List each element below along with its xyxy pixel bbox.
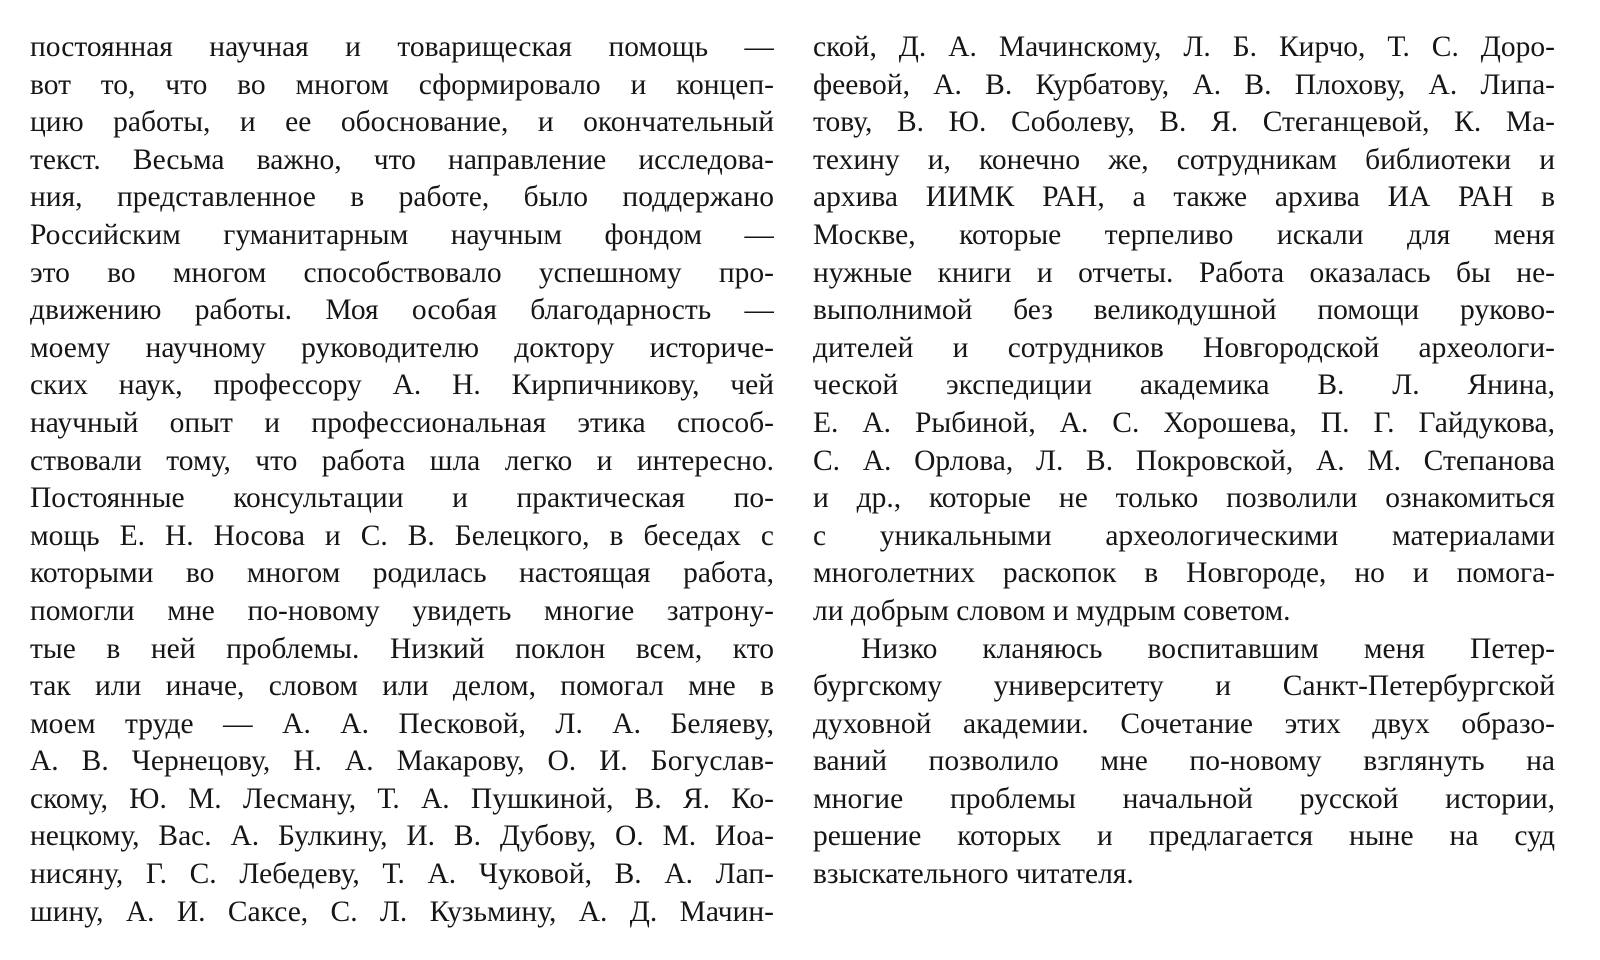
left-text-column: [30, 29, 774, 931]
text-line: нецкому, Вас. А. Булкину, И. В. Дубову, О. М. Иоа-: [30, 820, 774, 853]
text-line: нисяну, Г. С. Лебедеву, Т. А. Чуковой, В. А. Лап-: [30, 858, 774, 891]
text-line: взыскательного читателя.: [813, 858, 1134, 891]
text-line: нужные книги и отчеты. Работа оказалась бы не-: [813, 256, 1555, 289]
text-line: техину и, конечно же, сотрудникам библиотеки и: [813, 143, 1555, 176]
text-line: это во многом способствовало успешному про-: [30, 256, 774, 289]
text-line: решение которых и предлагается ныне на суд: [813, 820, 1555, 853]
text-line: моему научному руководителю доктору историче-: [30, 331, 774, 364]
text-line: Российским гуманитарным научным фондом —: [30, 218, 774, 251]
text-line: постоянная научная и товарищеская помощь —: [30, 31, 774, 63]
text-line: дителей и сотрудников Новгородской археологи-: [813, 331, 1555, 364]
text-line: духовной академии. Сочетание этих двух образо-: [813, 707, 1555, 740]
text-line: тые в ней проблемы. Низкий поклон всем, кто: [30, 632, 774, 665]
text-line: ли добрым словом и мудрым советом.: [813, 594, 1291, 627]
text-line: ской, Д. А. Мачинскому, Л. Б. Кирчо, Т. С. Доро-: [813, 31, 1555, 63]
text-line: моем труде — А. А. Песковой, Л. А. Беляеву,: [30, 707, 774, 740]
text-line: мощь Е. Н. Носова и С. В. Белецкого, в беседах с: [30, 519, 774, 552]
text-line: и др., которые не только позволили ознакомиться: [813, 482, 1555, 515]
text-line: С. А. Орлова, Л. В. Покровской, А. М. Степанова: [813, 444, 1555, 477]
text-line: ческой экспедиции академика В. Л. Янина,: [813, 369, 1555, 402]
text-line: вот то, что во многом сформировало и концеп-: [30, 68, 774, 101]
text-line: феевой, А. В. Курбатову, А. В. Плохову, А. Липа-: [813, 68, 1555, 101]
text-line: выполнимой без великодушной помощи руково-: [813, 294, 1555, 327]
text-line: шину, А. И. Саксе, С. Л. Кузьмину, А. Д. Мачин-: [30, 895, 774, 928]
text-line: многие проблемы начальной русской истории,: [813, 782, 1555, 815]
text-line: ских наук, профессору А. Н. Кирпичникову, чей: [30, 369, 774, 402]
text-line: тову, В. Ю. Соболеву, В. Я. Стеганцевой, К. Ма-: [813, 106, 1555, 139]
text-line: бургскому университету и Санкт-Петербургской: [813, 670, 1555, 703]
text-line: цию работы, и ее обоснование, и окончательный: [30, 106, 774, 139]
text-line: текст. Весьма важно, что направление исследова-: [30, 143, 774, 176]
text-line: Постоянные консультации и практическая по-: [30, 482, 774, 515]
text-line: Низко кланяюсь воспитавшим меня Петер-: [861, 632, 1555, 665]
text-line: скому, Ю. М. Лесману, Т. А. Пушкиной, В. Я. Ко-: [30, 782, 774, 815]
text-line: ния, представленное в работе, было поддержано: [30, 181, 774, 214]
text-line: помогли мне по-новому увидеть многие затрону-: [30, 594, 774, 627]
text-line: архива ИИМК РАН, а также архива ИА РАН в: [813, 181, 1555, 214]
text-line: Е. А. Рыбиной, А. С. Хорошева, П. Г. Гайдукова,: [813, 406, 1555, 439]
right-text-column: [813, 29, 1555, 894]
text-line: движению работы. Моя особая благодарность —: [30, 294, 774, 327]
text-line: Москве, которые терпеливо искали для меня: [813, 218, 1555, 251]
text-line: А. В. Чернецову, Н. А. Макарову, О. И. Богуслав-: [30, 745, 774, 778]
text-line: с уникальными археологическими материалами: [813, 519, 1555, 552]
text-line: так или иначе, словом или делом, помогал мне в: [30, 670, 774, 703]
text-line: ствовали тому, что работа шла легко и интересно.: [30, 444, 774, 477]
text-line: которыми во многом родилась настоящая работа,: [30, 557, 774, 590]
text-line: научный опыт и профессиональная этика способ-: [30, 406, 774, 439]
text-line: многолетних раскопок в Новгороде, но и помога-: [813, 557, 1555, 590]
text-line: ваний позволило мне по-новому взглянуть на: [813, 745, 1555, 778]
